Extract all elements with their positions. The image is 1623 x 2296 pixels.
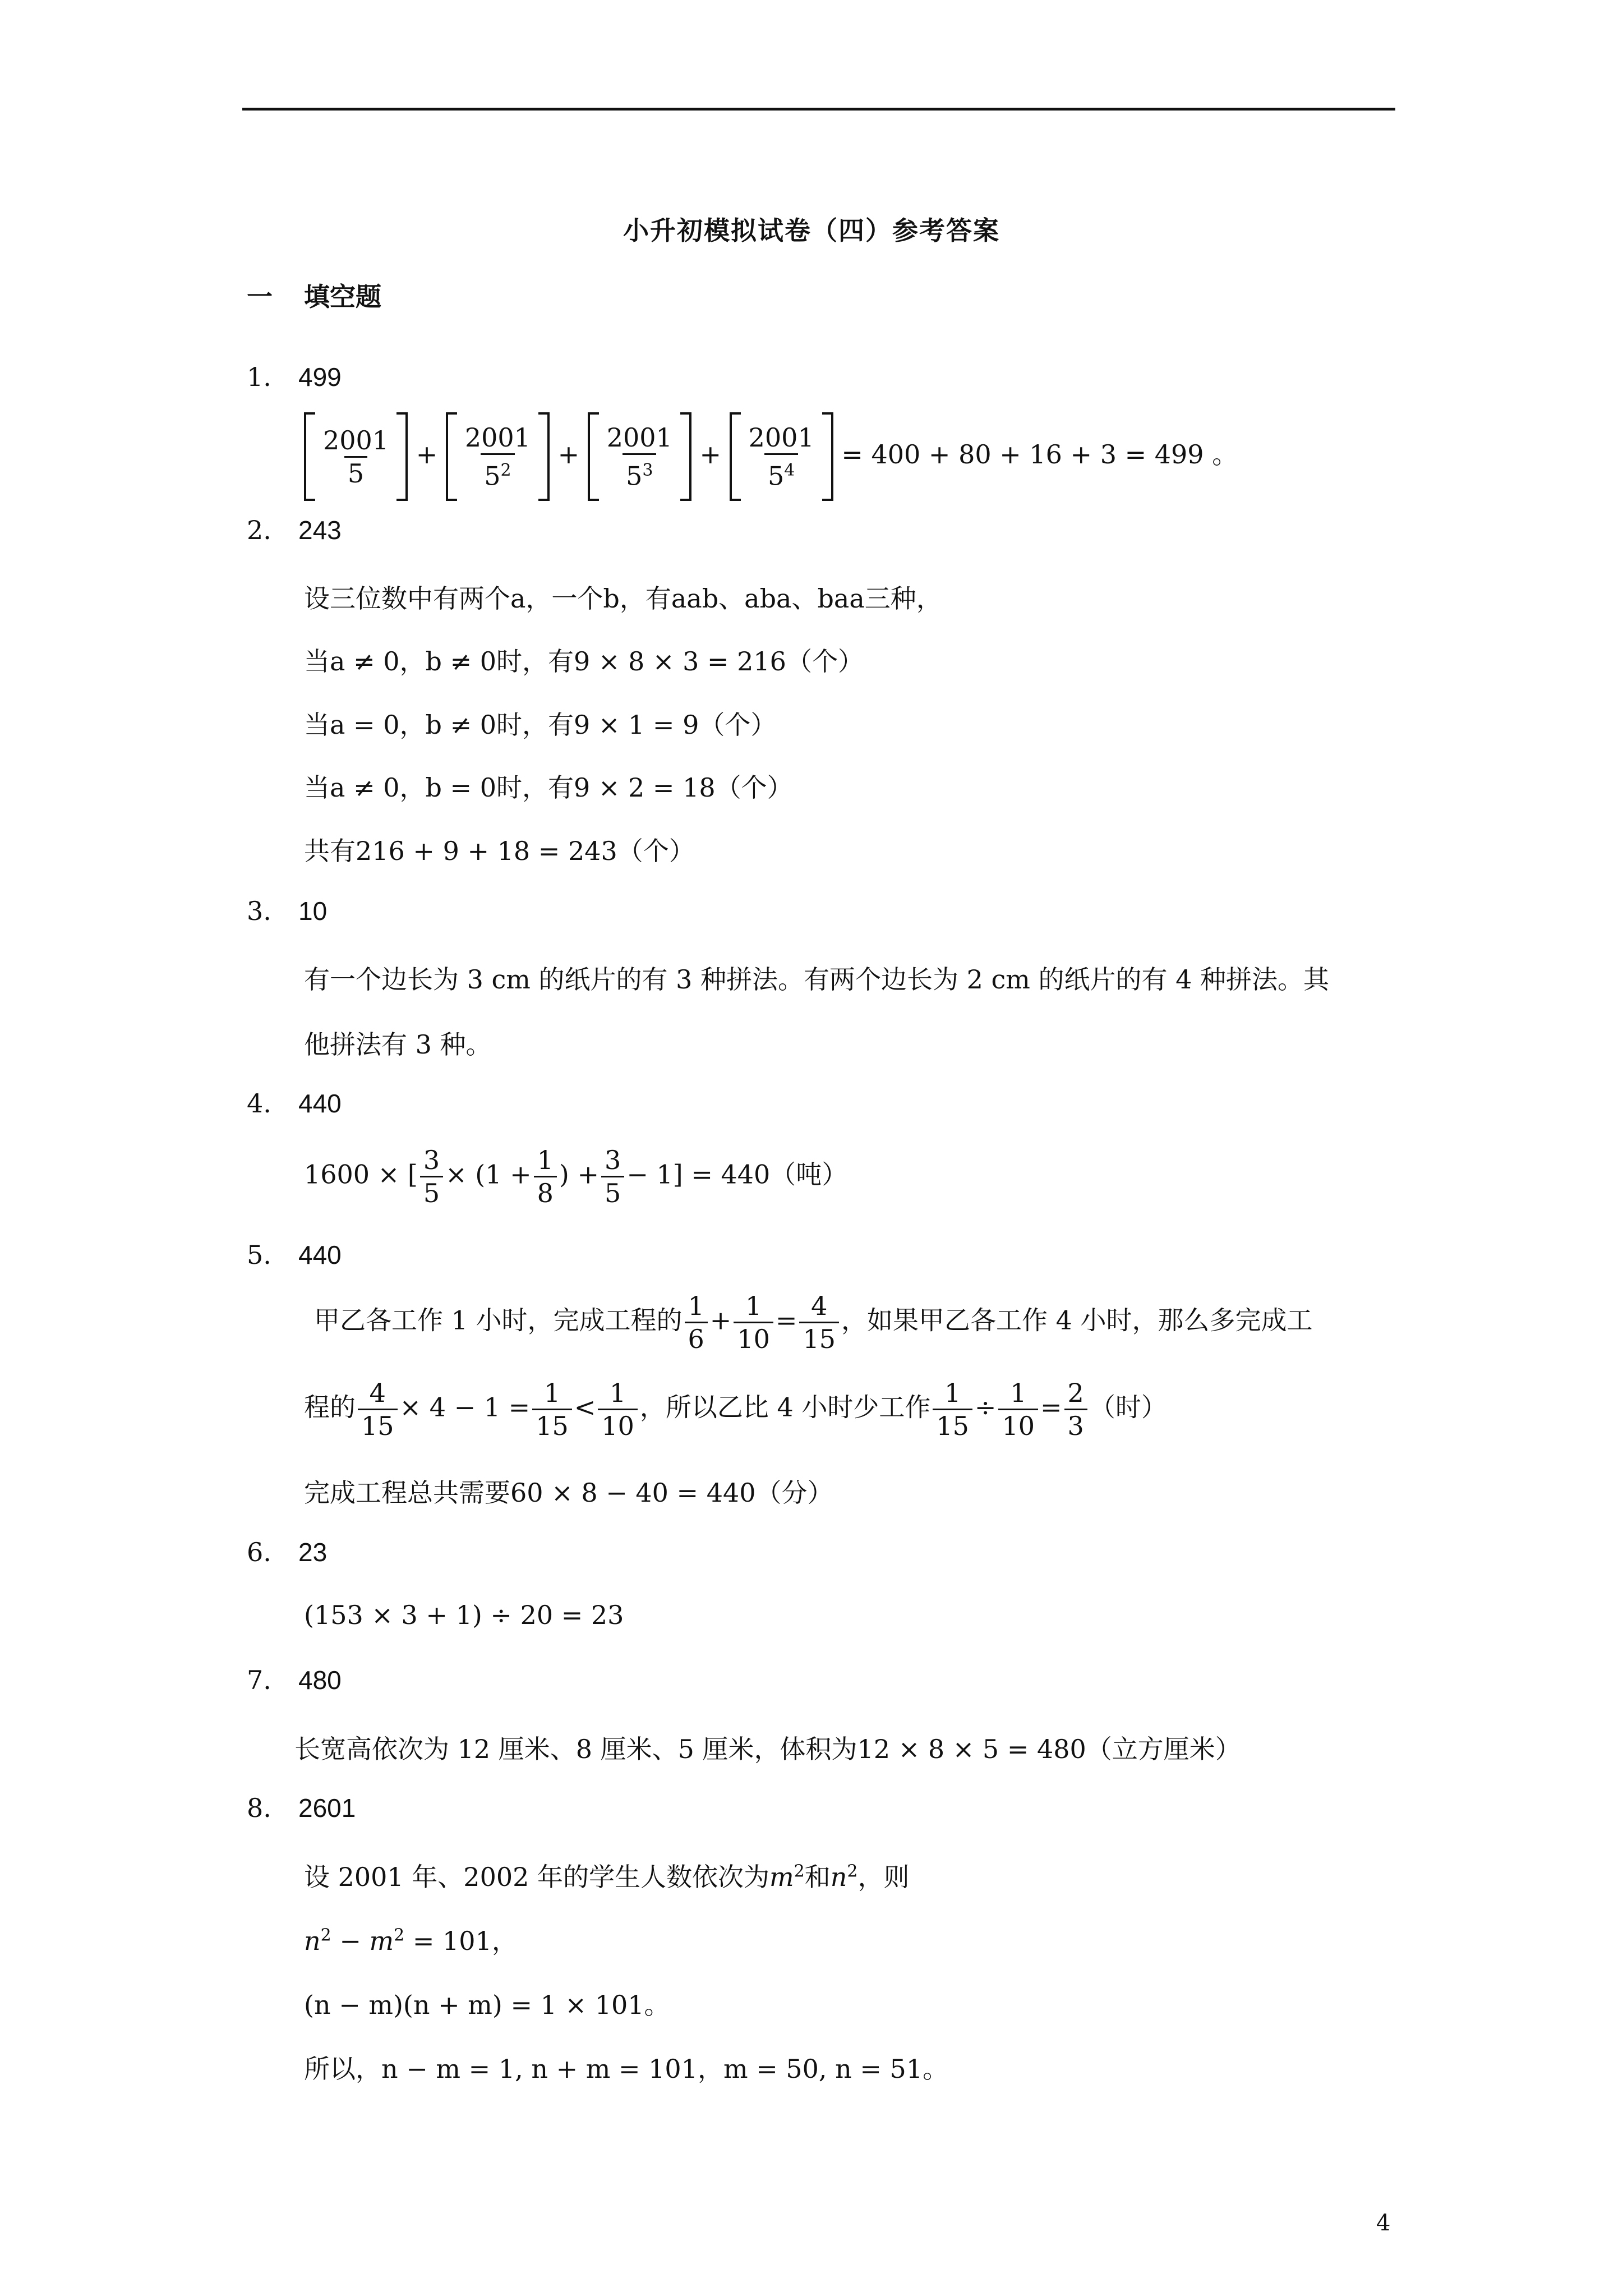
question-3-number: 3. — [247, 896, 271, 926]
question-4-number: 4. — [247, 1088, 271, 1119]
question-2-number: 2. — [247, 515, 271, 545]
question-8-line-4: 所以，n − m = 1, n + m = 101，m = 50, n = 51。 — [304, 2054, 949, 2084]
question-2-line-4: 当a ≠ 0，b = 0时，有9 × 2 = 18（个） — [304, 772, 793, 803]
header-rule — [242, 108, 1395, 111]
fraction: $\frac{1}{15}$ — [933, 1377, 972, 1442]
question-2-line-3: 当a = 0，b ≠ 0时，有9 × 1 = 9（个） — [304, 710, 777, 740]
fraction: $\frac{1}{10}$ — [734, 1290, 773, 1355]
question-3-line-2: 他拼法有 3 种。 — [304, 1029, 492, 1060]
question-2-line-1: 设三位数中有两个a，一个b，有aab、aba、baa三种， — [304, 583, 942, 614]
fraction: $\frac{1}{8}$ — [534, 1144, 557, 1209]
fraction: $\frac{3}{5}$ — [420, 1144, 443, 1209]
question-1-formula: $\frac{2001}{5}$ + $\frac{2001}{5^2}$ + $\frac{2001}{5^3}$ + $\frac{2001}{5^4}$ = 400 + 80 + 16 + 3 = 499 。 — [304, 412, 1238, 501]
question-8-line-2: $n^2 - m^2 = 101$， — [304, 1925, 518, 1956]
section-label: 填空题 — [304, 282, 381, 312]
fraction: $\frac{1}{6}$ — [685, 1290, 708, 1355]
question-8-line-1: 设 2001 年、2002 年的学生人数依次为$m^2$和$n^2$，则 — [304, 1861, 910, 1892]
question-8-answer: 2601 — [298, 1793, 356, 1823]
fraction: $\frac{1}{15}$ — [532, 1377, 572, 1442]
fraction: $\frac{4}{15}$ — [358, 1377, 398, 1442]
question-2-line-2: 当a ≠ 0，b ≠ 0时，有9 × 8 × 3 = 216（个） — [304, 646, 864, 677]
question-5-number: 5. — [247, 1240, 271, 1270]
question-4-answer: 440 — [298, 1089, 342, 1118]
page-number: 4 — [1376, 2210, 1391, 2236]
section-number: 一 — [247, 282, 273, 312]
question-1-result: = 400 + 80 + 16 + 3 = 499 。 — [841, 439, 1238, 470]
fraction: $\frac{4}{15}$ — [799, 1290, 839, 1355]
question-2-line-5: 共有216 + 9 + 18 = 243（个） — [304, 836, 695, 866]
section-heading — [247, 277, 381, 314]
question-5-line-1: 甲乙各工作 1 小时，完成工程的 $\frac{1}{6}$ + $\frac{1}{10}$ = $\frac{4}{15}$ ，如果甲乙各工作 4 小时，那么多完成工 — [314, 1291, 1313, 1354]
floor-term-3: $\frac{2001}{5^3}$ — [588, 412, 691, 501]
question-5-line-2: 程的 $\frac{4}{15}$ × 4 − 1 = $\frac{1}{15}$ < $\frac{1}{10}$ ，所以乙比 4 小时少工作 $\frac{1}{15}$ ÷ $\frac{1}{10}$ = $\frac{2}{3}$ （时） — [304, 1378, 1167, 1441]
question-6-number: 6. — [247, 1537, 271, 1567]
question-6-answer: 23 — [298, 1538, 328, 1567]
question-6-line: (153 × 3 + 1) ÷ 20 = 23 — [304, 1600, 624, 1630]
question-3-answer: 10 — [298, 896, 328, 926]
floor-term-1: $\frac{2001}{5}$ — [304, 412, 408, 501]
question-1-answer: 499 — [298, 362, 342, 392]
question-4-formula: 1600 × [ $\frac{3}{5}$ × (1 + $\frac{1}{8}$ ) + $\frac{3}{5}$ − 1] = 440（吨） — [304, 1145, 848, 1208]
floor-term-4: $\frac{2001}{5^4}$ — [730, 412, 833, 501]
question-7-line: 长宽高依次为 12 厘米、8 厘米、5 厘米，体积为12 × 8 × 5 = 480（立方厘米） — [294, 1734, 1241, 1764]
question-2-answer: 243 — [298, 516, 342, 545]
fraction: $\frac{1}{10}$ — [998, 1377, 1038, 1442]
question-8-number: 8. — [247, 1793, 271, 1823]
question-5-answer: 440 — [298, 1240, 342, 1269]
page-title: 小升初模拟试卷（四）参考答案 — [623, 215, 1000, 246]
question-5-line-3: 完成工程总共需要60 × 8 − 40 = 440（分） — [304, 1478, 833, 1508]
question-1-number: 1. — [247, 362, 271, 392]
fraction: $\frac{1}{10}$ — [598, 1377, 638, 1442]
question-8-line-3: (n − m)(n + m) = 1 × 101。 — [304, 1990, 670, 2020]
fraction: $\frac{3}{5}$ — [601, 1144, 624, 1209]
question-7-number: 7. — [247, 1665, 271, 1695]
fraction: $\frac{2}{3}$ — [1064, 1377, 1087, 1442]
floor-term-2: $\frac{2001}{5^2}$ — [446, 412, 550, 501]
question-3-line-1: 有一个边长为 3 cm 的纸片的有 3 种拼法。有两个边长为 2 cm 的纸片的有 4 种拼法。其 — [304, 964, 1330, 995]
question-7-answer: 480 — [298, 1665, 342, 1695]
